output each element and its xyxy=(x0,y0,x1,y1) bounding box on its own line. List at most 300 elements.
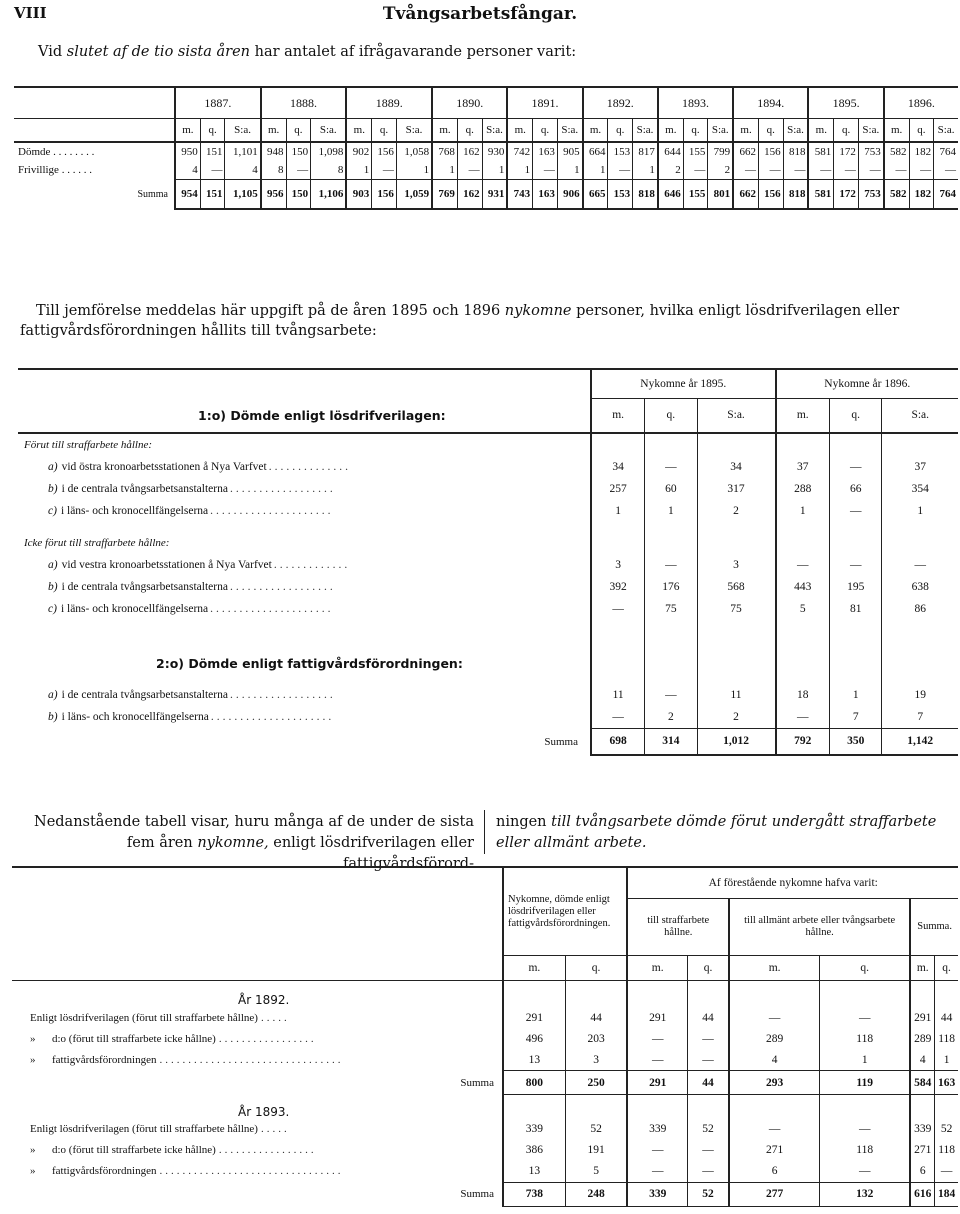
group-title: Förut till straffarbete hållne: xyxy=(24,439,153,451)
table-cell xyxy=(18,522,591,532)
intro-text xyxy=(38,44,576,60)
table-cell: 75 xyxy=(645,598,697,620)
year-header: 1888. xyxy=(261,87,347,119)
table-cell: — xyxy=(627,1049,687,1071)
table-cell xyxy=(776,522,830,532)
unit-header: S:a. xyxy=(934,119,958,143)
table-cell: 1,142 xyxy=(882,729,958,755)
year-title: År 1892. xyxy=(238,993,290,1007)
table-cell xyxy=(18,676,591,684)
table-cell xyxy=(776,620,830,650)
table-cell: 3 xyxy=(591,554,645,576)
sum-row xyxy=(14,180,958,210)
table-cell: 799 xyxy=(708,142,733,161)
year-header-row xyxy=(18,369,958,398)
table-cell xyxy=(882,650,958,676)
table-cell: 153 xyxy=(608,142,633,161)
table-cell: 195 xyxy=(829,576,882,598)
table-cell xyxy=(776,650,830,676)
year-title-row xyxy=(12,981,958,1008)
sum-label: Summa xyxy=(544,735,578,748)
table-cell xyxy=(697,650,776,676)
table-cell xyxy=(910,981,935,1008)
table-cell: — xyxy=(729,1007,820,1028)
table-cell xyxy=(829,650,882,676)
table-cell xyxy=(829,676,882,684)
ditto-mark: » xyxy=(30,1053,36,1066)
year-header: 1895. xyxy=(808,87,883,119)
newcomers-table xyxy=(18,368,958,756)
table-cell: — xyxy=(687,1140,729,1161)
table-cell: — xyxy=(687,1161,729,1183)
section-title-row xyxy=(18,650,958,676)
table-cell: 248 xyxy=(565,1182,627,1206)
unit-header: m. xyxy=(910,956,935,981)
data-row xyxy=(18,456,958,478)
table-cell: 1 xyxy=(507,161,532,180)
year-title: År 1893. xyxy=(238,1104,290,1119)
table-cell xyxy=(776,532,830,554)
row-label-text: vid vestra kronoarbetsstationen å Nya Varfvet xyxy=(61,559,272,571)
row-key: b) xyxy=(48,711,58,724)
row-label xyxy=(12,1049,503,1071)
data-row xyxy=(14,142,958,161)
corner-cell xyxy=(14,119,175,143)
table-cell: 291 xyxy=(627,1007,687,1028)
corner-cell xyxy=(18,369,591,398)
table-cell: 1 xyxy=(591,500,645,522)
table-cell: 1 xyxy=(482,161,507,180)
unit-header: m. xyxy=(808,119,833,143)
table-cell: 52 xyxy=(935,1119,958,1140)
table-cell: 817 xyxy=(633,142,658,161)
table-cell: 156 xyxy=(758,142,783,161)
row-label xyxy=(18,576,591,598)
row-label xyxy=(18,456,591,478)
table-cell: 1 xyxy=(645,500,697,522)
table-cell: 250 xyxy=(565,1071,627,1095)
table-cell: 1,059 xyxy=(396,180,432,210)
table-cell: — xyxy=(645,684,697,706)
table-cell: 616 xyxy=(910,1182,935,1206)
sum-label: Summa xyxy=(137,188,168,200)
table-cell: 764 xyxy=(934,142,958,161)
table-cell xyxy=(882,620,958,650)
table-cell: 584 xyxy=(910,1071,935,1095)
table-cell xyxy=(645,522,697,532)
table-cell: 662 xyxy=(733,142,758,161)
table-cell: 155 xyxy=(683,142,708,161)
header-row xyxy=(12,867,958,899)
table-cell: 291 xyxy=(627,1071,687,1095)
table-cell: 339 xyxy=(627,1182,687,1206)
table-cell xyxy=(697,532,776,554)
leader-dots: ................................ xyxy=(159,1165,344,1178)
table-cell xyxy=(697,433,776,456)
unit-header: q. xyxy=(935,956,958,981)
table-cell: 75 xyxy=(697,598,776,620)
table-cell: 151 xyxy=(200,180,225,210)
table-cell xyxy=(776,433,830,456)
row-label-text: i läns- och kronocellfängelserna xyxy=(60,603,209,615)
group-title: Icke förut till straffarbete hållne: xyxy=(24,537,170,549)
table-cell xyxy=(591,433,645,456)
leader-dots: ..................... xyxy=(210,603,334,615)
unit-header: m. xyxy=(583,119,608,143)
table-cell: 44 xyxy=(935,1007,958,1028)
table-cell: 931 xyxy=(482,180,507,210)
table-cell: 52 xyxy=(687,1119,729,1140)
unit-header: q. xyxy=(687,956,729,981)
unit-header: S:a. xyxy=(708,119,733,143)
table-cell xyxy=(565,981,627,1008)
group-title-row xyxy=(18,433,958,456)
table-cell: 182 xyxy=(909,180,934,210)
unit-header: m. xyxy=(884,119,909,143)
table-cell: 4 xyxy=(175,161,200,180)
row-key: c) xyxy=(48,603,57,615)
row-key: c) xyxy=(48,505,57,517)
table-cell: — xyxy=(829,500,882,522)
row-label-text: fattigvårdsförordningen xyxy=(52,1053,157,1066)
table-cell: 163 xyxy=(533,180,558,210)
row-label xyxy=(18,598,591,620)
unit-header: S:a. xyxy=(882,398,958,433)
table-cell xyxy=(829,620,882,650)
row-label-text: d:o (förut till straffarbete icke hållne) xyxy=(52,1032,216,1045)
table-cell: 2 xyxy=(697,500,776,522)
leader-dots: .................. xyxy=(229,689,336,701)
row-label xyxy=(18,706,591,729)
table-cell: 156 xyxy=(372,180,397,210)
table-cell: 155 xyxy=(683,180,708,210)
table-cell: — xyxy=(627,1140,687,1161)
row-key: a) xyxy=(48,559,58,571)
table-cell xyxy=(829,532,882,554)
leader-dots: ..................... xyxy=(210,505,334,517)
row-label xyxy=(12,1119,503,1140)
table-cell: 568 xyxy=(697,576,776,598)
leader-dots: ................. xyxy=(218,1032,317,1045)
row-label-text: i de centrala tvångsarbetsanstalterna xyxy=(61,483,228,495)
table-cell: 52 xyxy=(565,1119,627,1140)
table-cell: 743 xyxy=(507,180,532,210)
table-cell xyxy=(687,1095,729,1119)
table-cell: — xyxy=(591,706,645,729)
table-cell: 277 xyxy=(729,1182,820,1206)
table-cell xyxy=(645,532,697,554)
year-header: 1889. xyxy=(346,87,432,119)
unit-header: q. xyxy=(834,119,859,143)
table-cell: — xyxy=(683,161,708,180)
table-cell: 350 xyxy=(829,729,882,755)
table-cell: — xyxy=(645,456,697,478)
unit-header: q. xyxy=(565,956,627,981)
unit-header: m. xyxy=(507,119,532,143)
table-cell xyxy=(627,981,687,1008)
table-cell: — xyxy=(858,161,883,180)
table-cell: 764 xyxy=(934,180,958,210)
table-cell: — xyxy=(808,161,833,180)
sum-label: Summa xyxy=(460,1188,494,1200)
table-cell: 698 xyxy=(591,729,645,755)
table-cell: 1 xyxy=(633,161,658,180)
table-cell: — xyxy=(783,161,808,180)
table-cell: 314 xyxy=(645,729,697,755)
table-cell: 801 xyxy=(708,180,733,210)
section-title: 2:o) Dömde enligt fattigvårdsförordningen: xyxy=(156,655,463,671)
row-label-text: i de centrala tvångsarbetsanstalterna xyxy=(61,689,228,701)
table-cell: 18 xyxy=(776,684,830,706)
year-title-row xyxy=(12,1095,958,1119)
table-cell: 1,105 xyxy=(225,180,261,210)
unit-header: m. xyxy=(175,119,200,143)
leader-dots: .................. xyxy=(229,581,336,593)
ditto-mark: » xyxy=(30,1165,36,1178)
row-key: b) xyxy=(48,483,58,495)
table-cell: 172 xyxy=(834,180,859,210)
unit-header: m. xyxy=(503,956,565,981)
table-cell: 2 xyxy=(658,161,683,180)
table-cell: 1 xyxy=(820,1049,911,1071)
table-cell: 738 xyxy=(503,1182,565,1206)
row-label xyxy=(12,1140,503,1161)
table-cell: 1,012 xyxy=(697,729,776,755)
table-cell: 339 xyxy=(910,1119,935,1140)
table-cell: 288 xyxy=(776,478,830,500)
spacer-row xyxy=(18,676,958,684)
table-cell: 184 xyxy=(935,1182,958,1206)
paragraph-right-column: ningen till tvångsarbete dömde förut undergått straffarbete eller allmänt arbete. xyxy=(496,814,937,851)
table-cell: 582 xyxy=(884,180,909,210)
leader-dots: ..... xyxy=(260,1011,290,1024)
unit-header: m. xyxy=(432,119,457,143)
table-cell: 906 xyxy=(557,180,582,210)
unit-header: S:a. xyxy=(311,119,347,143)
row-label-text: Enligt lösdrifverilagen (förut till straffarbete hållne) xyxy=(30,1011,258,1024)
table-cell: 163 xyxy=(533,142,558,161)
table-cell: 354 xyxy=(882,478,958,500)
unit-header: q. xyxy=(909,119,934,143)
table-cell: — xyxy=(687,1028,729,1049)
table-cell: 386 xyxy=(503,1140,565,1161)
table-cell: 2 xyxy=(708,161,733,180)
table-cell xyxy=(820,981,911,1008)
unit-header: m. xyxy=(776,398,830,433)
intro-rest: har antalet af ifrågavarande personer varit: xyxy=(254,44,577,60)
table-cell: 1 xyxy=(557,161,582,180)
table-cell: 271 xyxy=(729,1140,820,1161)
sum-row xyxy=(12,1071,958,1095)
table-cell: 172 xyxy=(834,142,859,161)
table-cell: 6 xyxy=(729,1161,820,1183)
table-cell: 44 xyxy=(687,1007,729,1028)
sum-label: Summa xyxy=(460,1076,494,1089)
table-cell: 3 xyxy=(697,554,776,576)
unit-header: q. xyxy=(286,119,311,143)
table-cell: 1 xyxy=(882,500,958,522)
table-cell: 1 xyxy=(432,161,457,180)
table-cell: 905 xyxy=(557,142,582,161)
table-cell: 1 xyxy=(396,161,432,180)
table-cell: 4 xyxy=(910,1049,935,1071)
unit-header: S:a. xyxy=(783,119,808,143)
column-header: till straffarbete hållne. xyxy=(627,899,729,956)
table-cell xyxy=(829,522,882,532)
table-cell: 163 xyxy=(935,1071,958,1095)
row-label xyxy=(12,1161,503,1183)
table-cell: 1 xyxy=(935,1049,958,1071)
table-cell: — xyxy=(934,161,958,180)
table-cell xyxy=(503,981,565,1008)
group-title-row xyxy=(18,532,958,554)
table-cell: — xyxy=(820,1007,911,1028)
table-cell: 44 xyxy=(565,1007,627,1028)
row-label-text: Frivillige xyxy=(18,164,59,177)
unit-header: m. xyxy=(261,119,286,143)
table-cell xyxy=(565,1095,627,1119)
group-header: Af förestående nykomne hafva varit: xyxy=(627,867,958,899)
table-cell: 119 xyxy=(820,1071,911,1095)
row-label xyxy=(18,554,591,576)
row-label xyxy=(12,1028,503,1049)
table-cell: 52 xyxy=(687,1182,729,1206)
column-divider xyxy=(484,810,485,854)
row-label xyxy=(18,500,591,522)
unit-header: S:a. xyxy=(633,119,658,143)
table-cell: 66 xyxy=(829,478,882,500)
data-row xyxy=(18,576,958,598)
row-label xyxy=(14,161,175,180)
column-header: till allmänt arbete eller tvångsarbete hållne. xyxy=(729,899,910,956)
table-cell: — xyxy=(882,554,958,576)
corner-cell xyxy=(14,87,175,119)
table-cell xyxy=(645,433,697,456)
table-cell xyxy=(697,522,776,532)
table-cell: 818 xyxy=(783,142,808,161)
ditto-mark: » xyxy=(30,1144,36,1156)
table-cell: 150 xyxy=(286,180,311,210)
table-cell xyxy=(687,981,729,1008)
table-cell xyxy=(882,532,958,554)
table-cell: — xyxy=(591,598,645,620)
table-cell: 150 xyxy=(286,142,311,161)
data-row xyxy=(12,1028,958,1049)
row-label-text: Enligt lösdrifverilagen (förut till straffarbete hållne) xyxy=(30,1123,258,1135)
row-label-text: i läns- och kronocellfängelserna xyxy=(61,711,209,724)
table-cell: 118 xyxy=(935,1028,958,1049)
table-cell: 7 xyxy=(829,706,882,729)
table-cell: — xyxy=(776,706,830,729)
table-cell: 60 xyxy=(645,478,697,500)
table-cell: 317 xyxy=(697,478,776,500)
year-header: Nykomne år 1896. xyxy=(776,369,958,398)
table-cell: 948 xyxy=(261,142,286,161)
data-row xyxy=(18,684,958,706)
data-row xyxy=(12,1049,958,1071)
unit-header: S:a. xyxy=(482,119,507,143)
table-cell: 818 xyxy=(783,180,808,210)
table-cell: — xyxy=(372,161,397,180)
table-cell xyxy=(935,1095,958,1119)
spacer-row xyxy=(18,620,958,650)
table-cell: 664 xyxy=(583,142,608,161)
unit-header: S:a. xyxy=(557,119,582,143)
table-cell: 1 xyxy=(776,500,830,522)
table-cell: — xyxy=(884,161,909,180)
table-cell xyxy=(729,1095,820,1119)
table-cell: 582 xyxy=(884,142,909,161)
unit-header: S:a. xyxy=(225,119,261,143)
unit-header: q. xyxy=(457,119,482,143)
unit-header: m. xyxy=(591,398,645,433)
table-cell: 753 xyxy=(858,142,883,161)
table-cell: 3 xyxy=(565,1049,627,1071)
table-cell xyxy=(776,676,830,684)
row-label xyxy=(12,1007,503,1028)
table-cell: — xyxy=(820,1119,911,1140)
table-cell: — xyxy=(909,161,934,180)
table-cell xyxy=(18,620,591,650)
table-cell xyxy=(882,676,958,684)
table-cell: — xyxy=(758,161,783,180)
table-cell: — xyxy=(286,161,311,180)
table-cell: 86 xyxy=(882,598,958,620)
corner-cell xyxy=(12,867,503,981)
table-cell xyxy=(697,620,776,650)
table-cell xyxy=(697,676,776,684)
table-cell xyxy=(829,433,882,456)
table-cell: — xyxy=(645,554,697,576)
table-cell: 7 xyxy=(882,706,958,729)
table-cell: — xyxy=(733,161,758,180)
leader-dots: .............. xyxy=(268,461,351,473)
table-cell: 954 xyxy=(175,180,200,210)
ditto-mark: » xyxy=(30,1032,36,1045)
data-row xyxy=(12,1140,958,1161)
table-cell: 203 xyxy=(565,1028,627,1049)
ten-year-table xyxy=(14,86,958,210)
year-header-row xyxy=(14,87,958,119)
table-cell: 818 xyxy=(633,180,658,210)
paragraph-left-column: Nedanstående tabell visar, huru många af de under de sista fem åren nykomne, enligt lösdrifverilagen eller fattigvårdsförord- xyxy=(34,814,474,872)
column-header: Summa. xyxy=(910,899,958,956)
leader-dots: ............. xyxy=(273,559,351,571)
row-label-text: vid östra kronoarbetsstationen å Nya Varfvet xyxy=(61,461,267,473)
table-cell: 4 xyxy=(729,1049,820,1071)
unit-header-row xyxy=(18,398,958,433)
table-cell: 581 xyxy=(808,142,833,161)
table-cell: 162 xyxy=(457,142,482,161)
table-cell: 2 xyxy=(645,706,697,729)
year-header: 1896. xyxy=(884,87,958,119)
data-row xyxy=(12,1161,958,1183)
table-cell xyxy=(729,981,820,1008)
unit-header: q. xyxy=(645,398,697,433)
column-header: Nykomne, dömde enligt lösdrifverilagen eller fattigvårdsförordningen. xyxy=(503,867,627,956)
table-cell: 800 xyxy=(503,1071,565,1095)
table-cell: 34 xyxy=(697,456,776,478)
data-row xyxy=(18,598,958,620)
table-cell: — xyxy=(608,161,633,180)
unit-header: S:a. xyxy=(396,119,432,143)
table-cell: — xyxy=(687,1049,729,1071)
intro-lead: Vid xyxy=(38,44,63,60)
table-cell: 392 xyxy=(591,576,645,598)
table-cell: 19 xyxy=(882,684,958,706)
table-cell: 289 xyxy=(910,1028,935,1049)
year-header: 1894. xyxy=(733,87,808,119)
